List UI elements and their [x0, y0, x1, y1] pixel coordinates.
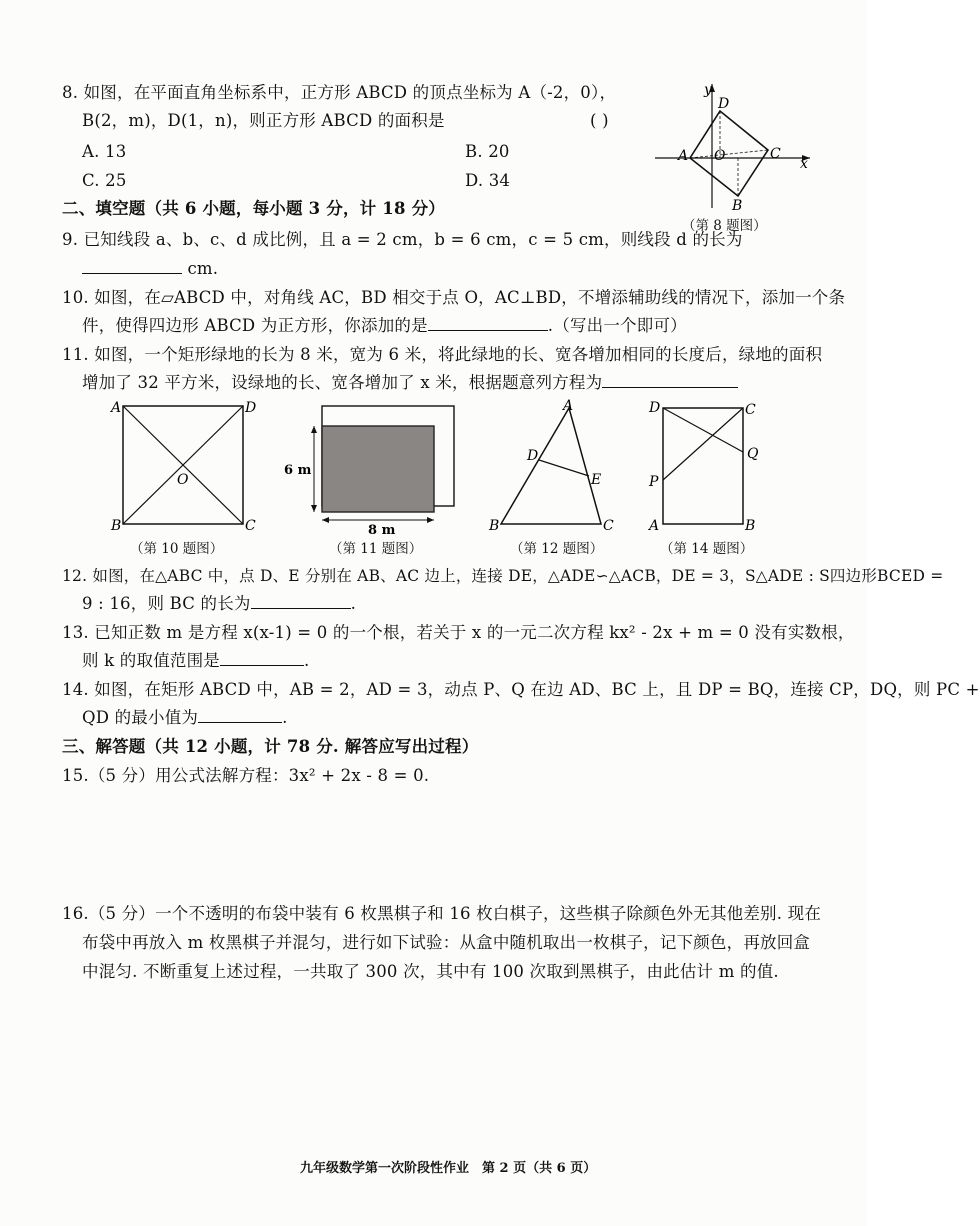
- q8-option-b: B. 20: [465, 142, 510, 161]
- q12-line1: 12. 如图，在△ABC 中，点 D、E 分别在 AB、AC 边上，连接 DE，△ADE∽△ACB，DE = 3，S△ADE : S四边形BCED =: [62, 567, 944, 585]
- fig10-label-o: O: [177, 472, 189, 488]
- q8-option-a: A. 13: [82, 142, 127, 161]
- fig11-length-label: 8 m: [368, 523, 396, 538]
- fig14-label-p: P: [649, 474, 659, 490]
- fig12-label-c: C: [603, 518, 614, 534]
- q9-line1: 9. 已知线段 a、b、c、d 成比例，且 a = 2 cm，b = 6 cm，c = 5 cm，则线段 d 的长为: [62, 230, 743, 249]
- q16-line3: 中混匀. 不断重复上述过程，一共取了 300 次，其中有 100 次取到黑棋子，由此估计 m 的值.: [82, 962, 779, 981]
- q8-line1: 8. 如图，在平面直角坐标系中，正方形 ABCD 的顶点坐标为 A（-2，0），: [62, 83, 617, 102]
- fig8-label-x: x: [800, 156, 808, 172]
- q9-answer-blank[interactable]: [82, 259, 182, 274]
- q16-line2: 布袋中再放入 m 枚黑棋子并混匀，进行如下试验：从盒中随机取出一枚棋子，记下颜色，再放回盒: [82, 933, 811, 952]
- q14-answer-blank[interactable]: [198, 708, 282, 723]
- fig14-caption: （第 14 题图）: [660, 541, 754, 557]
- figure-8: [650, 78, 820, 213]
- fig14-label-d: D: [649, 400, 661, 416]
- q8-answer-paren: ( ): [590, 111, 609, 130]
- fig10-label-b: B: [111, 518, 122, 534]
- q10-line1: 10. 如图，在▱ABCD 中，对角线 AC，BD 相交于点 O，AC⊥BD，不增添辅助线的情况下，添加一个条: [62, 288, 846, 307]
- fig12-caption: （第 12 题图）: [510, 541, 604, 557]
- q13-line2: 则 k 的取值范围是 .: [82, 651, 310, 670]
- fig14-label-a: A: [649, 518, 660, 534]
- q13-line1: 13. 已知正数 m 是方程 x(x-1) = 0 的一个根，若关于 x 的一元二次方程 kx² - 2x + m = 0 没有实数根，: [62, 623, 855, 642]
- q10-answer-blank[interactable]: [428, 316, 548, 331]
- section-2-heading: 二、填空题（共 6 小题，每小题 3 分，计 18 分）: [62, 199, 445, 218]
- q8-option-c: C. 25: [82, 171, 127, 190]
- q11-answer-blank[interactable]: [602, 373, 738, 388]
- q9-line2: cm.: [82, 258, 218, 280]
- q12-answer-blank[interactable]: [251, 594, 351, 609]
- fig12-label-e: E: [591, 472, 602, 488]
- page-footer: 九年级数学第一次阶段性作业 第 2 页（共 6 页）: [300, 1161, 597, 1176]
- fig14-label-c: C: [745, 402, 756, 418]
- fig12-label-d: D: [527, 448, 539, 464]
- fig8-label-a: A: [678, 148, 689, 164]
- fig8-label-d: D: [718, 96, 730, 112]
- section-3-heading: 三、解答题（共 12 小题，计 78 分. 解答应写出过程）: [62, 737, 479, 756]
- figure-12: [487, 396, 627, 536]
- q12-line2: 9 : 16，则 BC 的长为 .: [82, 594, 357, 613]
- fig8-label-b: B: [732, 198, 743, 214]
- fig10-label-a: A: [111, 400, 122, 416]
- fig10-label-d: D: [245, 400, 257, 416]
- fig8-label-c: C: [770, 146, 781, 162]
- fig12-label-a: A: [563, 398, 574, 414]
- q8-option-d: D. 34: [465, 171, 511, 190]
- fig12-label-b: B: [489, 518, 500, 534]
- q14-line1: 14. 如图，在矩形 ABCD 中，AB = 2，AD = 3，动点 P、Q 在边 AD、BC 上，且 DP = BQ，连接 CP，DQ，则 PC +: [62, 680, 980, 699]
- fig10-label-c: C: [245, 518, 256, 534]
- fig11-caption: （第 11 题图）: [329, 541, 423, 557]
- q11-line2: 增加了 32 平方米，设绿地的长、宽各增加了 x 米，根据题意列方程为: [82, 372, 738, 394]
- fig11-width-label: 6 m: [284, 463, 312, 478]
- figure-11: [282, 396, 462, 536]
- q11-line1: 11. 如图，一个矩形绿地的长为 8 米，宽为 6 米，将此绿地的长、宽各增加相同的长度后，绿地的面积: [62, 345, 823, 364]
- q13-answer-blank[interactable]: [220, 651, 304, 666]
- fig8-caption: （第 8 题图）: [682, 218, 767, 234]
- q15-text: 15.（5 分）用公式法解方程：3x² + 2x - 8 = 0.: [62, 766, 430, 785]
- q8-line2: B(2，m)，D(1，n)，则正方形 ABCD 的面积是: [82, 111, 445, 130]
- figure-14: [645, 396, 775, 536]
- q10-line2: 件，使得四边形 ABCD 为正方形，你添加的是 .（写出一个即可）: [82, 316, 687, 335]
- fig14-label-q: Q: [747, 446, 759, 462]
- fig8-label-y: y: [704, 82, 712, 98]
- fig10-caption: （第 10 题图）: [130, 541, 224, 557]
- fig8-label-o: O: [714, 148, 726, 164]
- fig14-label-b: B: [745, 518, 756, 534]
- q14-line2: QD 的最小值为 .: [82, 708, 288, 727]
- figure-10: [105, 396, 265, 536]
- q16-line1: 16.（5 分）一个不透明的布袋中装有 6 枚黑棋子和 16 枚白棋子，这些棋子除颜色外无其他差别. 现在: [62, 904, 822, 923]
